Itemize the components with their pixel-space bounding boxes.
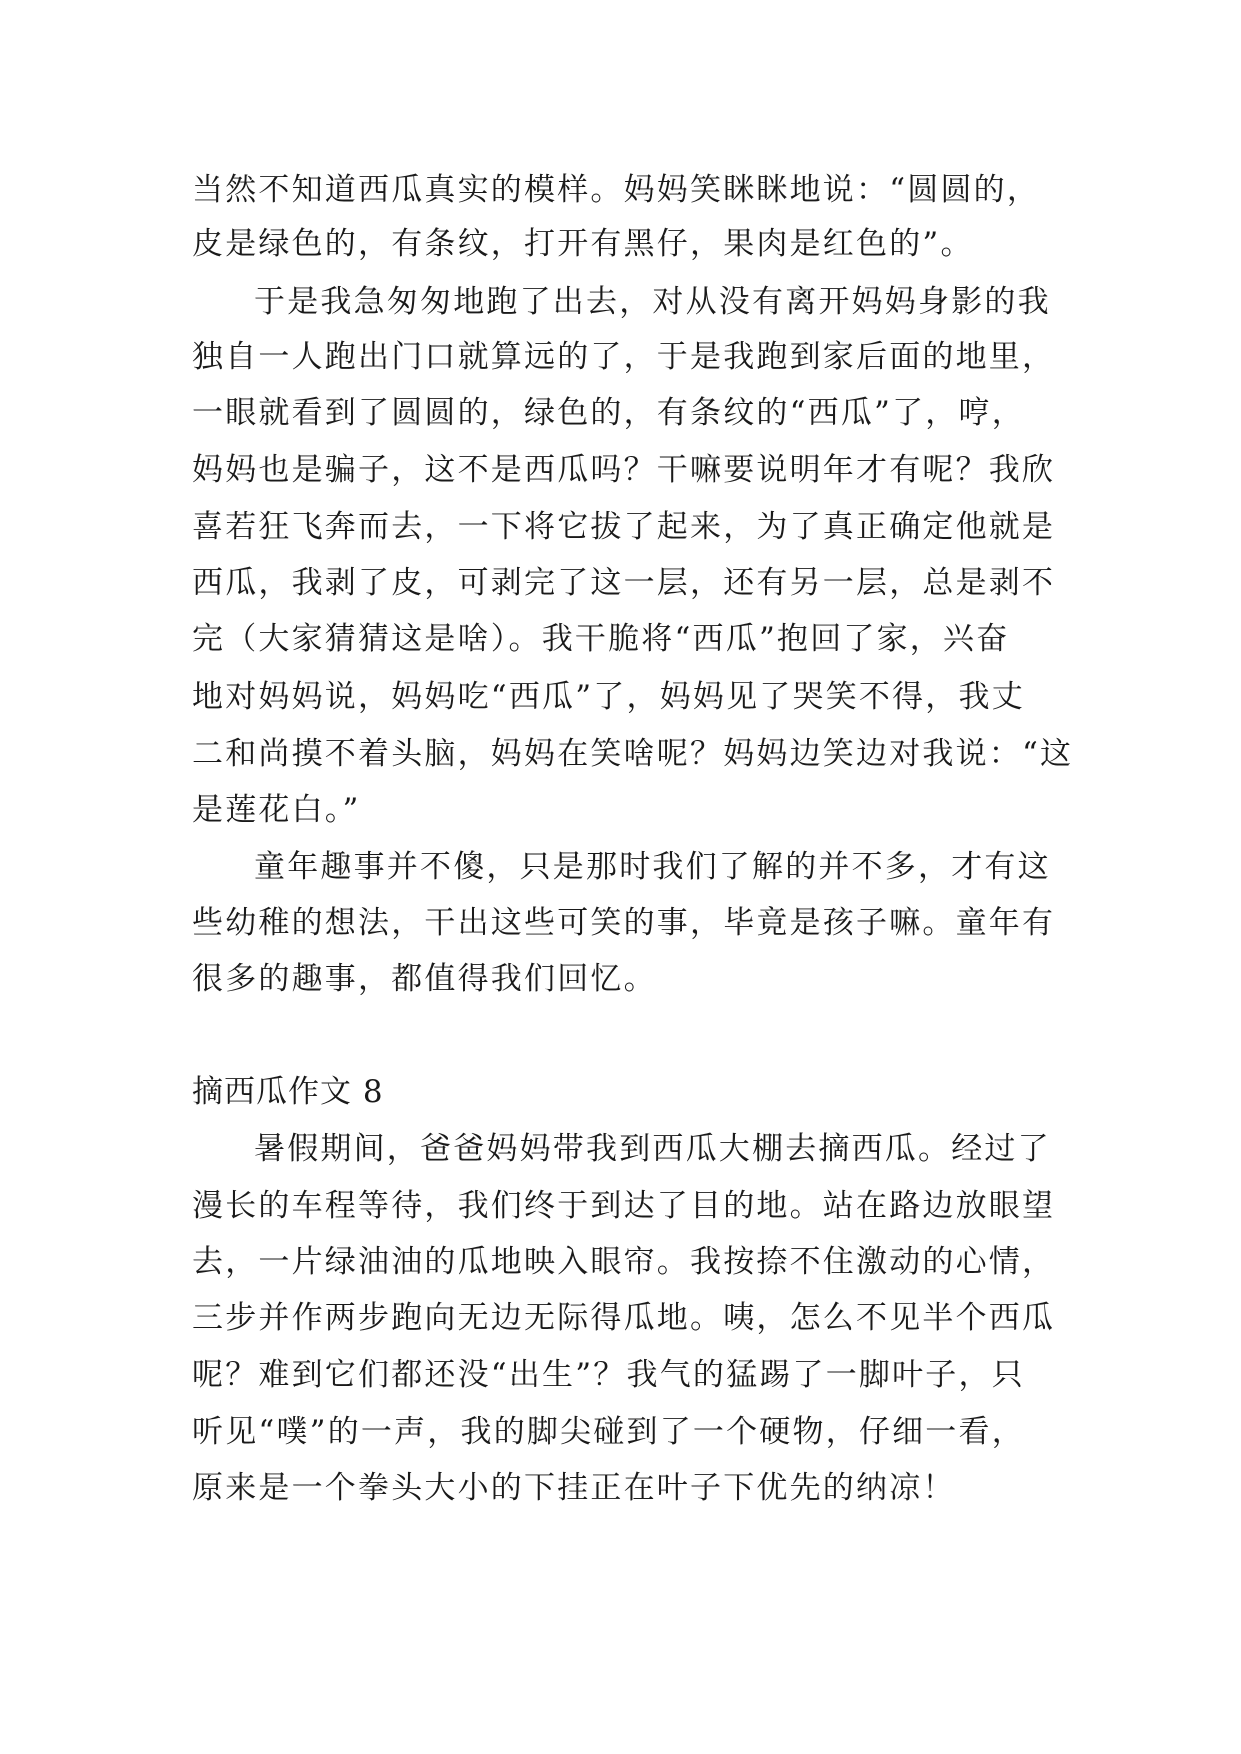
text-line: 当然不知道西瓜真实的模样。妈妈笑眯眯地说：“圆圆的， — [192, 172, 1041, 208]
text-line: 听见“噗”的一声，我的脚尖碰到了一个硬物，仔细一看， — [192, 1414, 1025, 1450]
text-line: 完（大家猜猜这是啥）。我干脆将“西瓜”抱回了家，兴奋 — [192, 621, 1010, 657]
text-line: 地对妈妈说，妈妈吃“西瓜”了，妈妈见了哭笑不得，我丈 — [192, 679, 1025, 715]
text-line: 三步并作两步跑向无边无际得瓜地。咦，怎么不见半个西瓜 — [192, 1300, 1056, 1336]
text-line: 皮是绿色的，有条纹，打开有黑仔，果肉是红色的”。 — [192, 226, 974, 262]
text-line: 呢？难到它们都还没“出生”？我气的猛踢了一脚叶子，只 — [192, 1357, 1025, 1393]
text-line: 妈妈也是骗子，这不是西瓜吗？干嘛要说明年才有呢？我欣 — [192, 452, 1056, 488]
text-line: 喜若狂飞奔而去，一下将它拔了起来，为了真正确定他就是 — [192, 509, 1056, 545]
text-line: 些幼稚的想法，干出这些可笑的事，毕竟是孩子嘛。童年有 — [192, 905, 1056, 941]
text-line: 是莲花白。” — [192, 792, 361, 828]
text-line: 西瓜，我剥了皮，可剥完了这一层，还有另一层，总是剥不 — [192, 565, 1056, 601]
section-heading: 摘西瓜作文 8 — [192, 1074, 384, 1110]
text-line: 独自一人跑出门口就算远的了，于是我跑到家后面的地里， — [192, 339, 1056, 375]
text-line: 一眼就看到了圆圆的，绿色的，有条纹的“西瓜”了，哼， — [192, 395, 1025, 431]
text-line: 童年趣事并不傻，只是那时我们了解的并不多，才有这 — [254, 849, 1051, 885]
text-line: 二和尚摸不着头脑，妈妈在笑啥呢？妈妈边笑边对我说：“这 — [192, 736, 1074, 772]
text-line: 去，一片绿油油的瓜地映入眼帘。我按捺不住激动的心情， — [192, 1244, 1056, 1280]
text-line: 漫长的车程等待，我们终于到达了目的地。站在路边放眼望 — [192, 1188, 1056, 1224]
text-line: 很多的趣事，都值得我们回忆。 — [192, 961, 657, 997]
text-line: 于是我急匆匆地跑了出去，对从没有离开妈妈身影的我 — [254, 284, 1051, 320]
text-line: 原来是一个拳头大小的下挂正在叶子下优先的纳凉！ — [192, 1470, 956, 1506]
text-line: 暑假期间，爸爸妈妈带我到西瓜大棚去摘西瓜。经过了 — [254, 1131, 1051, 1167]
